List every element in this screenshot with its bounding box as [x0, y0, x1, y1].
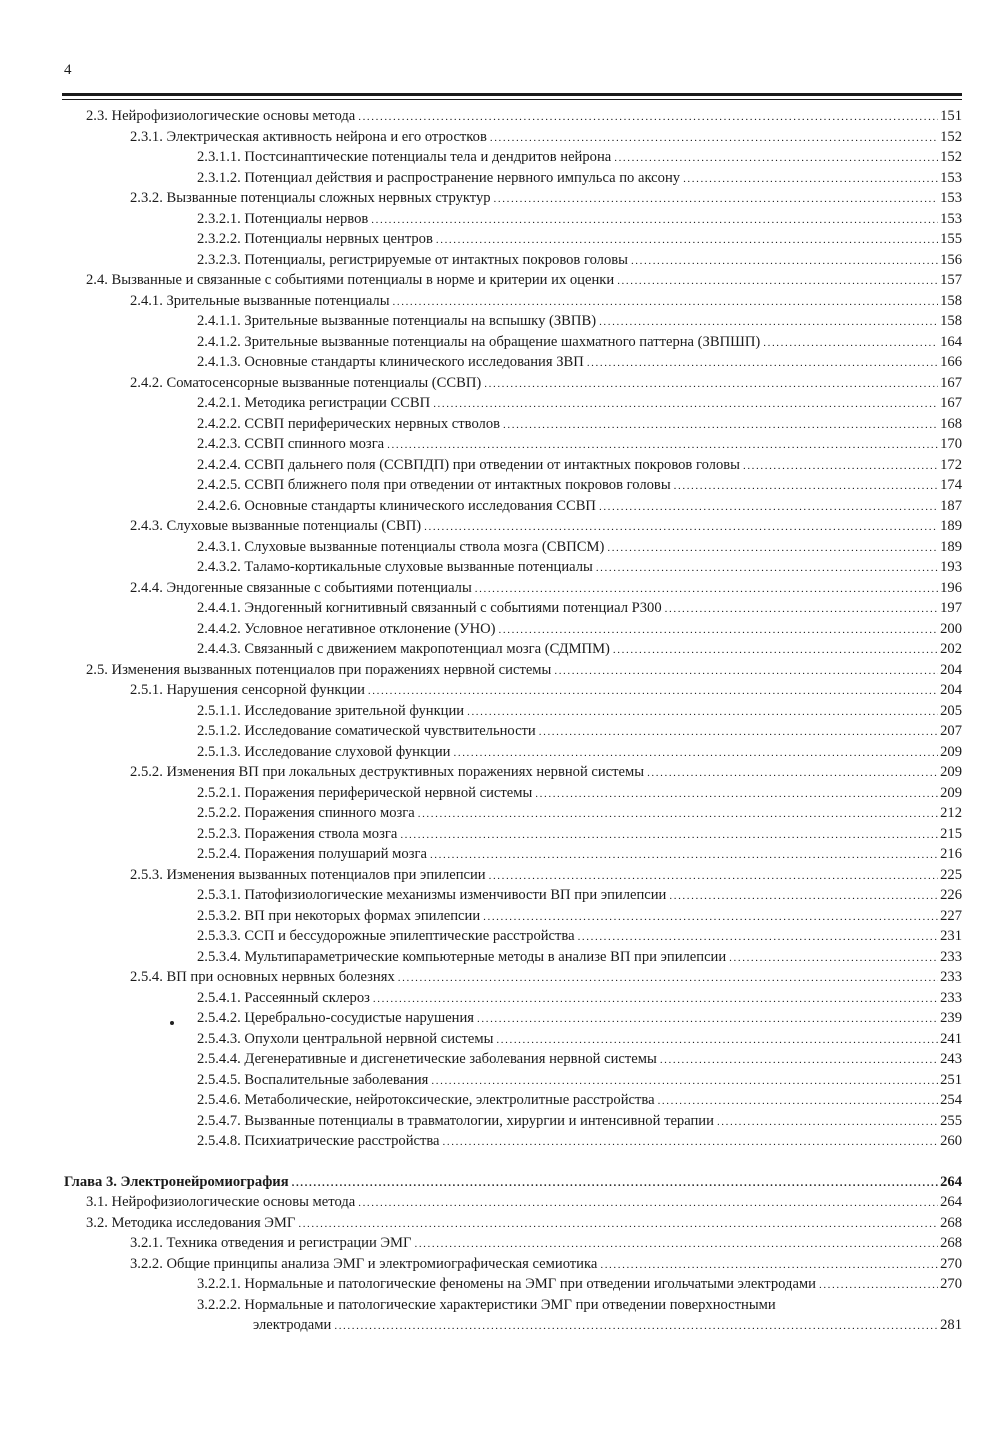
toc-entry[interactable]	[197, 1049, 962, 1069]
toc-entry-page: 264	[940, 1173, 962, 1190]
dot-leader	[617, 271, 938, 291]
dot-leader	[414, 1234, 938, 1254]
toc-entry-page: 189	[940, 518, 962, 534]
toc-entry[interactable]	[130, 1254, 962, 1274]
toc-entry-title: 3.1. Нейрофизиологические основы метода	[86, 1194, 356, 1210]
stray-ink-mark	[170, 1021, 174, 1025]
toc-entry-title: 2.5.4. ВП при основных нервных болезнях	[130, 969, 395, 985]
toc-entry-title: 2.5.1.2. Исследование соматической чувствительности	[197, 723, 536, 739]
toc-entry-title: 2.5.3.1. Патофизиологические механизмы изменчивости ВП при эпилепсии	[197, 887, 667, 903]
toc-entry-title: 2.5.3.3. ССП и бессудорожные эпилептические расстройства	[197, 928, 575, 944]
toc-entry-page: 167	[940, 374, 962, 391]
toc-entry[interactable]	[197, 1131, 962, 1151]
dot-leader	[665, 599, 938, 619]
toc-entry-title: 2.5.1.3. Исследование слуховой функции	[197, 743, 451, 760]
toc-entry-page: 270	[940, 1255, 962, 1272]
toc-entry[interactable]	[197, 434, 962, 454]
toc-entry[interactable]	[197, 844, 962, 864]
toc-entry-page: 231	[940, 928, 962, 944]
toc-entry[interactable]	[86, 660, 962, 680]
toc-entry-page: 205	[940, 702, 962, 719]
toc-entry-page: 209	[940, 784, 962, 801]
toc-entry-title: 2.5.4.5. Воспалительные заболевания	[197, 1071, 429, 1088]
toc-entry-title: 3.2. Методика исследования ЭМГ	[86, 1214, 296, 1231]
toc-entry[interactable]	[130, 188, 962, 208]
dot-leader	[433, 394, 938, 414]
dot-leader	[484, 374, 938, 394]
dot-leader	[631, 251, 938, 271]
header-rule-thick	[62, 93, 962, 96]
toc-entry-title: 2.5.3.2. ВП при некоторых формах эпилепсии	[197, 907, 481, 924]
toc-entry-page: 170	[940, 436, 962, 452]
toc-entry-page: 151	[940, 108, 962, 124]
dot-leader	[430, 845, 938, 865]
toc-entry[interactable]	[64, 1172, 962, 1192]
toc-entry-page: 260	[940, 1133, 962, 1149]
dot-leader	[418, 804, 938, 824]
toc-entry[interactable]	[197, 824, 962, 844]
toc-entry-title: 2.4.1. Зрительные вызванные потенциалы	[130, 292, 390, 309]
toc-entry[interactable]	[130, 516, 962, 536]
toc-entry[interactable]	[197, 1070, 962, 1090]
toc-entry-title: 2.5.2.1. Поражения периферической нервной системы	[197, 784, 533, 801]
toc-entry-page: 152	[940, 128, 962, 145]
dot-leader	[607, 538, 938, 558]
toc-entry-page: 216	[940, 846, 962, 862]
toc-entry-page: 167	[940, 395, 962, 411]
dot-leader	[490, 128, 938, 148]
toc-entry[interactable]	[130, 578, 962, 598]
toc-entry-title: 2.5. Изменения вызванных потенциалов при поражениях нервной системы	[86, 661, 552, 678]
toc-entry[interactable]	[86, 1213, 962, 1233]
toc-entry[interactable]	[86, 106, 962, 126]
dot-leader	[674, 476, 938, 496]
toc-entry[interactable]	[197, 209, 962, 229]
dot-leader	[535, 784, 938, 804]
dot-leader	[763, 333, 938, 353]
toc-entry-title: 2.4.1.1. Зрительные вызванные потенциалы на вспышку (ЗВПВ)	[197, 313, 597, 329]
toc-entry-title: 2.4.2.5. ССВП ближнего поля при отведении от интактных покровов головы	[197, 477, 671, 493]
toc-entry[interactable]	[130, 680, 962, 700]
dot-leader	[436, 230, 938, 250]
toc-entry[interactable]	[197, 229, 962, 249]
toc-entry-page: 187	[940, 497, 962, 514]
dot-leader	[387, 435, 938, 455]
toc-entry[interactable]	[197, 947, 962, 967]
toc-entry[interactable]	[197, 701, 962, 721]
dot-leader	[368, 681, 938, 701]
toc-entry-title: 2.3. Нейрофизиологические основы метода	[86, 108, 356, 124]
toc-entry[interactable]	[197, 639, 962, 659]
toc-entry-page: 153	[940, 169, 962, 186]
toc-entry-title: 2.4. Вызванные и связанные с событиями потенциалы в норме и критерии их оценки	[86, 272, 615, 288]
dot-leader	[819, 1275, 938, 1295]
toc-entry-page: 196	[940, 579, 962, 596]
dot-leader	[660, 1050, 938, 1070]
dot-leader	[613, 640, 938, 660]
toc-entry-page: 166	[940, 354, 962, 370]
toc-entry[interactable]	[253, 1315, 962, 1335]
toc-entry-page: 168	[940, 415, 962, 432]
toc-entry-page: 227	[940, 907, 962, 924]
dot-leader	[334, 1316, 938, 1336]
toc-entry[interactable]	[197, 783, 962, 803]
toc-entry-title: 2.4.3.1. Слуховые вызванные потенциалы ствола мозга (СВПСМ)	[197, 538, 605, 555]
dot-leader	[477, 1009, 938, 1029]
toc-entry-page: 157	[940, 272, 962, 288]
toc-entry-title: 2.3.2.3. Потенциалы, регистрируемые от интактных покровов головы	[197, 251, 628, 268]
toc-entry-page: 197	[940, 600, 962, 616]
toc-entry[interactable]	[197, 926, 962, 946]
toc-entry[interactable]	[197, 988, 962, 1008]
toc-entry[interactable]	[197, 742, 962, 762]
toc-entry-title: 2.4.2.1. Методика регистрации ССВП	[197, 395, 431, 411]
toc-entry-title: 2.5.2. Изменения ВП при локальных деструктивных поражениях нервной системы	[130, 764, 645, 780]
toc-entry-page: 174	[940, 477, 962, 493]
dot-leader	[587, 353, 938, 373]
toc-entry-title: 2.5.2.4. Поражения полушарий мозга	[197, 846, 427, 862]
dot-leader	[292, 1173, 939, 1193]
dot-leader	[578, 927, 939, 947]
toc-entry-title: 2.4.4. Эндогенные связанные с событиями потенциалы	[130, 579, 472, 596]
dot-leader	[600, 1255, 938, 1275]
toc-entry-title: 2.5.1. Нарушения сенсорной функции	[130, 682, 365, 698]
dot-leader	[503, 415, 938, 435]
toc-entry-title: 2.5.2.2. Поражения спинного мозга	[197, 805, 415, 821]
dot-leader	[358, 107, 938, 127]
dot-leader	[539, 722, 938, 742]
header-rule-thin	[62, 99, 962, 100]
toc-entry-title: 2.4.3.2. Таламо-кортикальные слуховые вызванные потенциалы	[197, 559, 593, 575]
toc-entry-title: 2.5.4.4. Дегенеративные и дисгенетические заболевания нервной системы	[197, 1051, 657, 1067]
dot-leader	[658, 1091, 939, 1111]
toc-entry[interactable]	[197, 168, 962, 188]
toc-entry[interactable]	[130, 865, 962, 885]
toc-entry-page: 153	[940, 190, 962, 206]
toc-entry-page: 233	[940, 989, 962, 1006]
toc-entry-page: 270	[940, 1276, 962, 1292]
toc-entry[interactable]	[86, 270, 962, 290]
toc-entry-page: 158	[940, 292, 962, 309]
page-number: 4	[64, 62, 72, 78]
toc-entry-page: 209	[940, 743, 962, 760]
toc-entry-title: 3.2.2.1. Нормальные и патологические феномены на ЭМГ при отведении игольчатыми электродами	[197, 1276, 816, 1292]
toc-entry[interactable]	[130, 373, 962, 393]
toc-entry-page: 268	[940, 1214, 962, 1231]
toc-entry-title: 2.4.2. Соматосенсорные вызванные потенциалы (ССВП)	[130, 374, 482, 391]
toc-entry-title: 2.5.4.1. Рассеянный склероз	[197, 989, 370, 1006]
toc-entry[interactable]	[197, 352, 962, 372]
toc-entry[interactable]	[130, 291, 962, 311]
toc-entry-title: 2.4.1.3. Основные стандарты клинического исследования ЗВП	[197, 354, 584, 370]
toc-entry-page: 202	[940, 641, 962, 657]
toc-entry-title: 3.2.1. Техника отведения и регистрации ЭМГ	[130, 1235, 412, 1251]
toc-entry[interactable]	[197, 475, 962, 495]
toc-entry-page: 164	[940, 333, 962, 350]
toc-entry-title: 2.3.1.2. Потенциал действия и распространение нервного импульса по аксону	[197, 169, 681, 186]
dot-leader	[371, 210, 938, 230]
toc-entry[interactable]	[197, 1008, 962, 1028]
toc-entry-page: 155	[940, 231, 962, 247]
toc-entry-title: 2.4.4.2. Условное негативное отклонение (УНО)	[197, 620, 496, 637]
toc-entry[interactable]	[197, 906, 962, 926]
toc-entry[interactable]	[197, 598, 962, 618]
dot-leader	[483, 907, 938, 927]
toc-entry-page: 233	[940, 948, 962, 965]
toc-entry[interactable]	[197, 557, 962, 577]
toc-entry-page: 189	[940, 538, 962, 555]
toc-entry-page: 209	[940, 764, 962, 780]
toc-entry-title: 2.4.2.4. ССВП дальнего поля (ССВПДП) при отведении от интактных покровов головы	[197, 456, 740, 473]
toc-entry[interactable]	[130, 967, 962, 987]
dot-leader	[400, 825, 938, 845]
toc-entry-title: 2.4.3. Слуховые вызванные потенциалы (СВП)	[130, 518, 422, 534]
toc-entry[interactable]	[197, 1295, 962, 1315]
toc-entry-title: 2.3.2. Вызванные потенциалы сложных нервных структур	[130, 190, 491, 206]
dot-leader	[599, 497, 938, 517]
toc-entry-title: 2.5.4.2. Церебрально-сосудистые нарушения	[197, 1010, 475, 1026]
toc-entry[interactable]	[197, 1029, 962, 1049]
toc-entry-title: Глава 3. Электронейромиография	[64, 1173, 289, 1190]
toc-entry[interactable]	[197, 1090, 962, 1110]
toc-entry-title: 2.5.4.6. Метаболические, нейротоксические, электролитные расстройства	[197, 1092, 655, 1108]
toc-entry[interactable]	[197, 885, 962, 905]
toc-entry-page: 153	[940, 210, 962, 227]
toc-entry-title: 2.4.1.2. Зрительные вызванные потенциалы на обращение шахматного паттерна (ЗВПШП)	[197, 333, 761, 350]
toc-entry-page: 243	[940, 1051, 962, 1067]
toc-entry[interactable]	[86, 1192, 962, 1212]
toc-entry-title: 2.4.4.1. Эндогенный когнитивный связанный с событиями потенциал Р300	[197, 600, 662, 616]
dot-leader	[499, 620, 939, 640]
toc-entry-title: 2.3.2.2. Потенциалы нервных центров	[197, 231, 433, 247]
toc-entry-title: 2.4.2.2. ССВП периферических нервных стволов	[197, 415, 501, 432]
toc-entry-page: 156	[940, 251, 962, 268]
toc-entry-page: 239	[940, 1010, 962, 1026]
toc-entry-page: 268	[940, 1235, 962, 1251]
dot-leader	[298, 1214, 938, 1234]
toc-entry[interactable]	[130, 762, 962, 782]
toc-entry-page: 152	[940, 149, 962, 165]
dot-leader	[596, 558, 938, 578]
dot-leader	[454, 743, 939, 763]
dot-leader	[489, 866, 939, 886]
toc-entry-title: 2.3.1.1. Постсинаптические потенциалы тела и дендритов нейрона	[197, 149, 612, 165]
toc-entry-title: 2.3.1. Электрическая активность нейрона и его отростков	[130, 128, 487, 145]
dot-leader	[669, 886, 938, 906]
dot-leader	[743, 456, 938, 476]
toc-entry[interactable]	[197, 393, 962, 413]
toc-entry-title: 2.5.4.8. Психиатрические расстройства	[197, 1133, 440, 1149]
toc-entry-page: 233	[940, 969, 962, 985]
toc-entry[interactable]	[197, 414, 962, 434]
toc-entry[interactable]	[197, 332, 962, 352]
toc-entry-page: 264	[940, 1194, 962, 1210]
toc-entry-page: 207	[940, 723, 962, 739]
dot-leader	[358, 1193, 938, 1213]
toc-entry-page: 281	[940, 1317, 962, 1333]
toc-entry-page: 204	[940, 682, 962, 698]
toc-entry-title: 2.3.2.1. Потенциалы нервов	[197, 210, 369, 227]
toc-entry-title: 2.5.1.1. Исследование зрительной функции	[197, 702, 465, 719]
toc-entry-page: 212	[940, 805, 962, 821]
toc-entry-page: 158	[940, 313, 962, 329]
toc-entry-title: 2.5.3. Изменения вызванных потенциалов при эпилепсии	[130, 866, 486, 883]
toc-entry-page: 193	[940, 559, 962, 575]
toc-entry-page: 254	[940, 1092, 962, 1108]
toc-entry-title: 2.5.2.3. Поражения ствола мозга	[197, 825, 398, 842]
toc-entry[interactable]	[197, 619, 962, 639]
dot-leader	[373, 989, 938, 1009]
toc-entry[interactable]	[197, 250, 962, 270]
toc-entry-title: 2.5.4.7. Вызванные потенциалы в травматологии, хирургии и интенсивной терапии	[197, 1112, 714, 1129]
toc-entry[interactable]	[197, 496, 962, 516]
dot-leader	[554, 661, 938, 681]
dot-leader	[496, 1030, 938, 1050]
toc-entry-page: 251	[940, 1071, 962, 1088]
toc-entry-title: 2.4.2.3. ССВП спинного мозга	[197, 436, 385, 452]
toc-entry-title: электродами	[253, 1317, 332, 1333]
dot-leader	[475, 579, 938, 599]
toc-entry-page: 226	[940, 887, 962, 903]
dot-leader	[431, 1071, 938, 1091]
toc-entry[interactable]	[197, 803, 962, 823]
toc-entry[interactable]	[197, 1111, 962, 1131]
toc-entry-page: 200	[940, 620, 962, 637]
dot-leader	[599, 312, 938, 332]
dot-leader	[717, 1112, 938, 1132]
toc-entry[interactable]	[197, 1274, 962, 1294]
dot-leader	[683, 169, 938, 189]
toc-entry-page: 215	[940, 825, 962, 842]
toc-entry-page: 225	[940, 866, 962, 883]
toc-entry[interactable]	[197, 537, 962, 557]
toc-entry[interactable]	[197, 455, 962, 475]
toc-entry-title: 2.5.4.3. Опухоли центральной нервной системы	[197, 1030, 494, 1047]
toc-entry[interactable]	[197, 311, 962, 331]
toc-entry[interactable]	[130, 1233, 962, 1253]
toc-entry[interactable]	[130, 127, 962, 147]
dot-leader	[393, 292, 939, 312]
dot-leader	[398, 968, 938, 988]
toc-entry-page: 255	[940, 1112, 962, 1129]
toc-entry-title: 2.5.3.4. Мультипараметрические компьютерные методы в анализе ВП при эпилепсии	[197, 948, 727, 965]
dot-leader	[494, 189, 939, 209]
toc-entry-title: 2.4.4.3. Связанный с движением макропотенциал мозга (СДМПМ)	[197, 641, 610, 657]
toc-entry-page: 172	[940, 456, 962, 473]
toc-entry-title: 3.2.2. Общие принципы анализа ЭМГ и электромиографическая семиотика	[130, 1255, 598, 1272]
toc-entry-title: 3.2.2.2. Нормальные и патологические характеристики ЭМГ при отведении поверхностными	[197, 1296, 776, 1313]
toc-entry[interactable]	[197, 147, 962, 167]
toc-entry-page: 204	[940, 661, 962, 678]
dot-leader	[443, 1132, 939, 1152]
dot-leader	[424, 517, 938, 537]
dot-leader	[729, 948, 938, 968]
dot-leader	[614, 148, 938, 168]
toc-entry[interactable]	[197, 721, 962, 741]
dot-leader	[467, 702, 938, 722]
dot-leader	[647, 763, 938, 783]
toc-entry-page: 241	[940, 1030, 962, 1047]
toc-entry-title: 2.4.2.6. Основные стандарты клинического исследования ССВП	[197, 497, 596, 514]
